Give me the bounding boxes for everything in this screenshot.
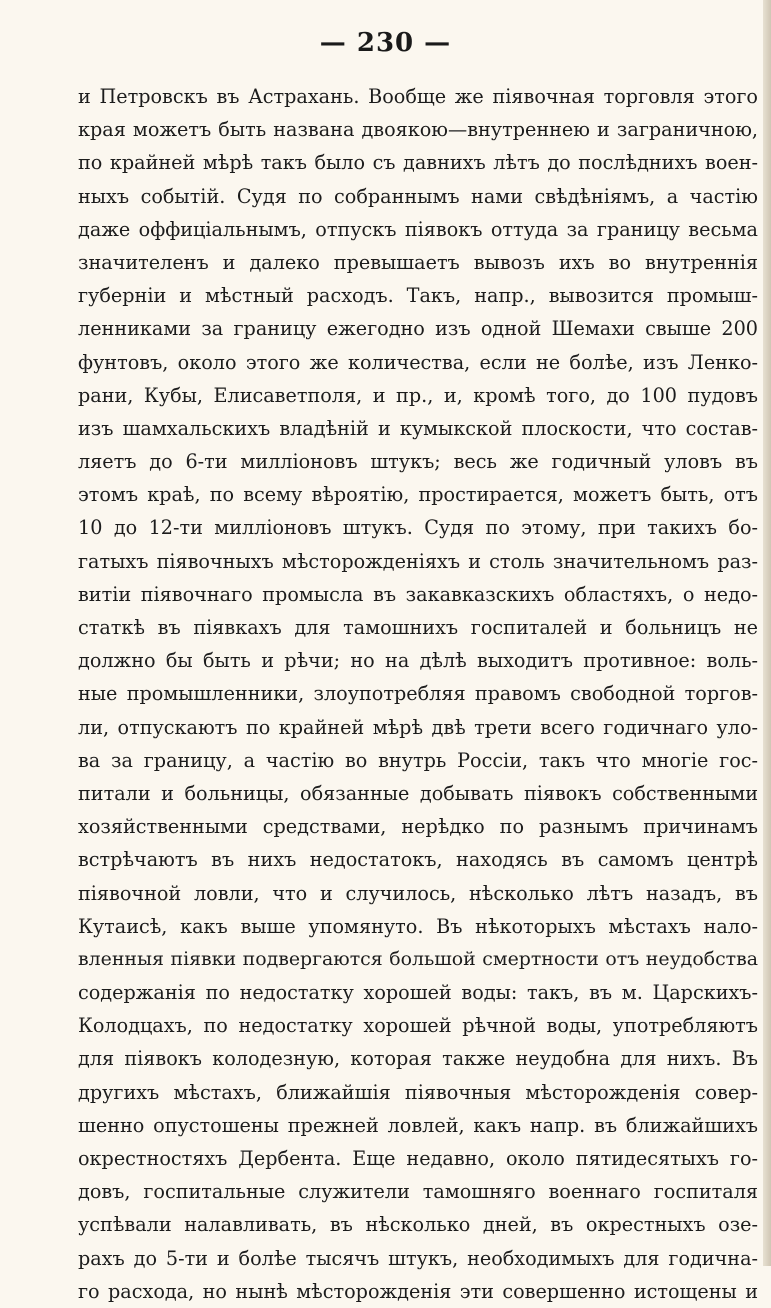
- text-line: ленниками за границу ежегодно изъ одной Шемахи свыше 200: [78, 317, 758, 341]
- text-line: даже оффиціальнымъ, отпускъ піявокъ оттуда за границу весьма: [78, 217, 758, 241]
- text-line: значителенъ и далеко превышаетъ вывозъ ихъ во внутреннія: [78, 250, 758, 274]
- text-line: Кутаисѣ, какъ выше упомянуто. Въ нѣкоторыхъ мѣстахъ нало-: [78, 914, 758, 938]
- text-line: Колодцахъ, по недостатку хорошей рѣчной воды, употребляютъ: [78, 1014, 758, 1038]
- text-line: ляетъ до 6-ти милліоновъ штукъ; весь же годичный уловъ въ: [78, 450, 758, 474]
- text-line: ные промышленники, злоупотребляя правомъ свободной торгов-: [78, 682, 758, 706]
- text-line: довъ, госпитальные служители тамошняго военнаго госпиталя: [78, 1180, 758, 1204]
- body-text: [78, 80, 758, 1308]
- text-line: встрѣчаютъ въ нихъ недостатокъ, находясь въ самомъ центрѣ: [78, 848, 758, 872]
- text-line: рахъ до 5-ти и болѣе тысячъ штукъ, необходимыхъ для годична-: [78, 1246, 758, 1270]
- text-line: для піявокъ колодезную, которая также неудобна для нихъ. Въ: [78, 1047, 758, 1071]
- text-line: содержанія по недостатку хорошей воды: такъ, въ м. Царскихъ-: [78, 981, 758, 1005]
- text-line: этомъ краѣ, по всему вѣроятію, простирается, можетъ быть, отъ: [78, 483, 758, 507]
- page-number-header: — 230 —: [319, 28, 452, 58]
- text-line: ныхъ событій. Судя по собраннымъ нами свѣдѣніямъ, а частію: [78, 184, 758, 208]
- text-line: ва за границу, а частію во внутрь Россіи, такъ что многіе гос-: [78, 748, 758, 772]
- text-line: и Петровскъ въ Астрахань. Вообще же піявочная торговля этого: [78, 85, 758, 108]
- text-line: гатыхъ піявочныхъ мѣсторожденіяхъ и столь значительномъ раз-: [78, 549, 758, 573]
- text-line: изъ шамхальскихъ владѣній и кумыкской плоскости, что состав-: [78, 416, 758, 440]
- text-line: успѣвали налавливать, въ нѣсколько дней, въ окрестныхъ озе-: [78, 1213, 758, 1237]
- text-line: шенно опустошены прежней ловлей, какъ напр. въ ближайшихъ: [78, 1113, 758, 1137]
- text-line: должно бы быть и рѣчи; но на дѣлѣ выходитъ противное: воль-: [78, 649, 758, 673]
- text-line: 10 до 12-ти милліоновъ штукъ. Судя по этому, при такихъ бо-: [78, 516, 758, 540]
- text-line: го расхода, но нынѣ мѣсторожденія эти совершенно истощены и: [78, 1279, 758, 1303]
- text-line: статкѣ въ піявкахъ для тамошнихъ госпиталей и больницъ не: [78, 616, 758, 639]
- text-line: по крайней мѣрѣ такъ было съ давнихъ лѣтъ до послѣднихъ воен-: [78, 151, 758, 175]
- text-line: піявочной ловли, что и случилось, нѣсколько лѣтъ назадъ, въ: [78, 881, 758, 905]
- text-line: другихъ мѣстахъ, ближайшія піявочныя мѣсторожденія совер-: [78, 1080, 758, 1104]
- text-line: витіи піявочнаго промысла въ закавказскихъ областяхъ, о недо-: [78, 582, 758, 606]
- text-line: фунтовъ, около этого же количества, если не болѣе, изъ Ленко-: [78, 350, 758, 374]
- text-line: рани, Кубы, Елисаветполя, и пр., и, кромѣ того, до 100 пудовъ: [78, 383, 758, 407]
- text-line: ли, отпускаютъ по крайней мѣрѣ двѣ трети всего годичнаго уло-: [78, 715, 758, 739]
- text-line: окрестностяхъ Дербента. Еще недавно, около пятидесятыхъ го-: [78, 1147, 758, 1170]
- text-line: губерніи и мѣстный расходъ. Такъ, напр., вывозится промыш-: [78, 284, 758, 308]
- text-line: вленныя піявки подвергаются большой смертности отъ неудобства: [78, 947, 758, 970]
- text-line: питали и больницы, обязанные добывать піявокъ собственными: [78, 781, 758, 805]
- page-edge-shadow: [763, 0, 771, 1266]
- text-line: края можетъ быть названа двоякою—внутреннею и заграничною,: [78, 118, 758, 142]
- text-line: хозяйственными средствами, нерѣдко по разнымъ причинамъ: [78, 815, 758, 839]
